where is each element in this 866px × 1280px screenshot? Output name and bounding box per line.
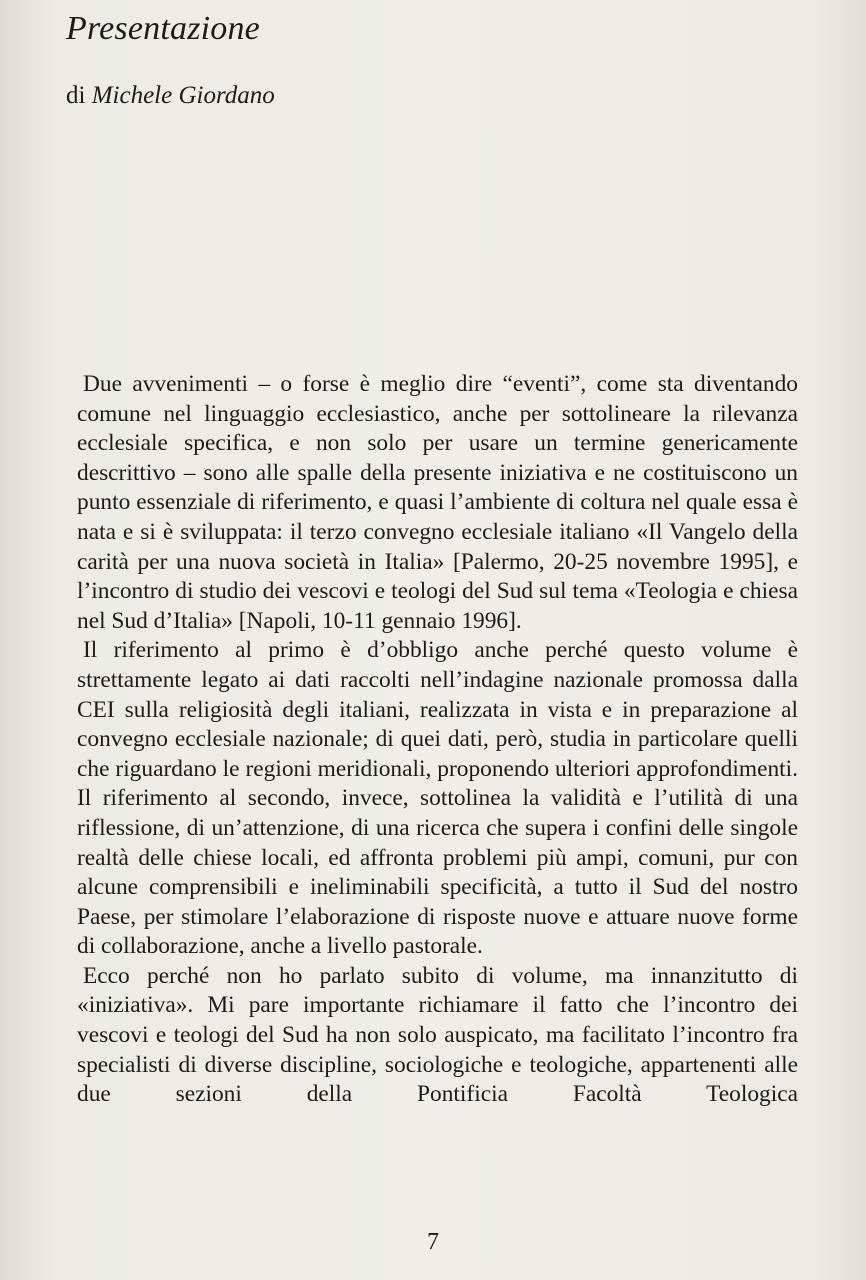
paragraph-2: Il riferimento al primo è d’obbligo anche perché questo volume è strettamente legato ai dati raccolti nell’indagine nazionale promossa dalla CEI sulla religiosità degli italiani, realizzata in vista e in preparazione al convegno ecclesiale nazionale; di quei dati, però, studia in particolare quelli che riguardano le regioni meridionali, proponendo ulteriori approfondimenti. Il riferimento al secondo, invece, sottolinea la validità e l’utilità di una riflessione, di un’attenzione, di una ricerca che supera i confini delle singole realtà delle chiese locali, ed affronta problemi più ampi, comuni, pur con alcune comprensibili e ineliminabili specificità, a tutto il Sud del nostro Paese, per stimolare l’elaborazione di risposte nuove e attuare nuove forme di collaborazione, anche a livello pastorale. xyxy=(77,637,798,960)
chapter-title: Presentazione xyxy=(66,10,260,47)
byline-prefix: di xyxy=(66,82,86,109)
byline xyxy=(66,82,275,110)
page-number: 7 xyxy=(427,1229,439,1255)
paragraph-3: Ecco perché non ho parlato subito di volume, ma innanzitutto di «iniziativa». Mi pare importante richiamare il fatto che l’incontro dei vescovi e teologi del Sud ha non solo auspicato, ma facilitato l’incontro fra specialisti di diverse discipline, sociologiche e teologiche, appartenenti alle due sezioni della Pontificia Facoltà Teologica xyxy=(77,962,798,1108)
paragraph-1: Due avvenimenti – o forse è meglio dire “eventi”, come sta diventando comune nel linguaggio ecclesiastico, anche per sottolineare la rilevanza ecclesiale specifica, e non solo per usare un termine genericamente descrittivo – sono alle spalle della presente iniziativa e ne costituiscono un punto essenziale di riferimento, e quasi l’ambiente di coltura nel quale essa è nata e si è sviluppata: il terzo convegno ecclesiale italiano «Il Vangelo della carità per una nuova società in Italia» [Palermo, 20-25 novembre 1995], e l’incontro di studio dei vescovi e teologi del Sud sul tema «Teologia e chiesa nel Sud d’Italia» [Napoli, 10-11 gennaio 1996]. xyxy=(77,371,798,634)
author-name: Michele Giordano xyxy=(91,82,275,109)
body-text xyxy=(77,370,798,1110)
